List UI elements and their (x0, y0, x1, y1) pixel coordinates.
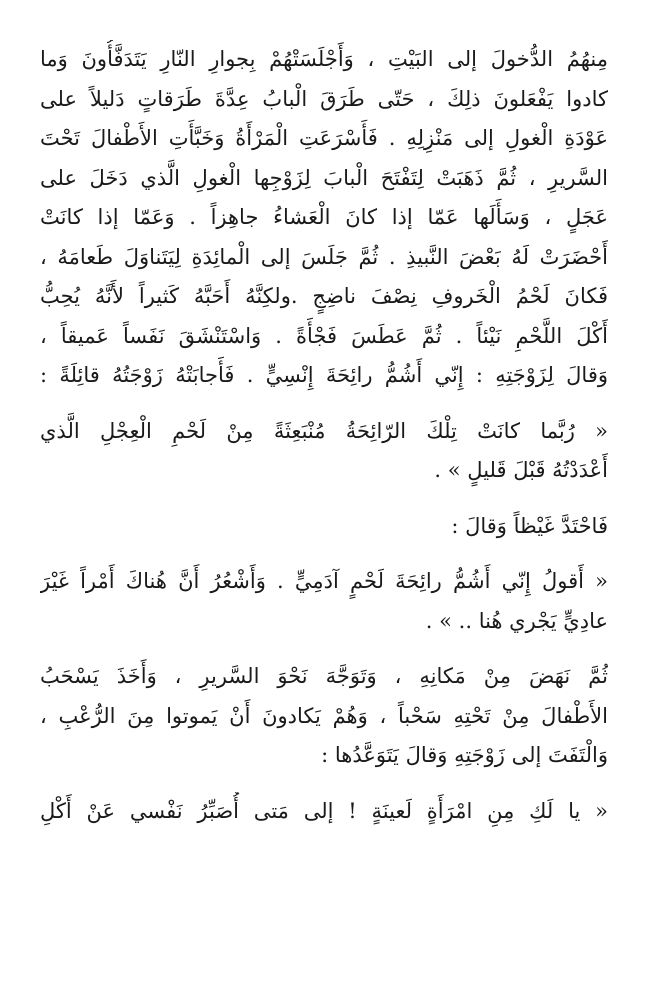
text-line: ثُمَّ نَهَضَ مِنْ مَكانِهِ ، وَتَوَجَّهَ نَحْوَ السَّريرِ ، وَأَخَذَ يَسْحَبُ (40, 664, 608, 688)
paragraph-gap (40, 491, 608, 507)
paragraph-gap (40, 396, 608, 412)
paragraph-6 (40, 792, 608, 832)
text-line: كادوا يَفْعَلونَ ذلِكَ ، حَتّى طَرَقَ الْبابُ عِدَّةَ طَرَقاتٍ دَليلاً على (40, 86, 608, 111)
paragraph-4 (40, 562, 608, 641)
text-line: فَكانَ لَحْمُ الْخَروفِ نِصْفَ ناضِجٍ .ولكِنَّهُ أَحَبَّهُ كَثيراً لأَنَّهُ يُحِبُّ (40, 284, 608, 308)
paragraph-2 (40, 412, 608, 491)
text-line: أَعْدَدْتُهُ قَبْلَ قَليلٍ » . (434, 458, 608, 482)
paragraph-5 (40, 657, 608, 776)
text-line: عَجَلٍ ، وَسَأَلَها عَمّا إذا كانَ الْعَشاءُ جاهِزاً . وَعَمّا إذا كانَتْ (40, 205, 608, 229)
paragraph-gap (40, 776, 608, 792)
text-line: أَكْلَ اللَّحْمِ نَيْئاً . ثُمَّ عَطَسَ فَجْأَةً . وَاسْتَنْشَقَ نَفَساً عَميقاً ، (40, 323, 608, 348)
text-line: وَالْتَفَتَ إلى زَوْجَتِهِ وَقالَ يَتَوَعَّدُها : (321, 743, 608, 767)
text-line: « رُبَّما كانَتْ تِلْكَ الرّائِحَةُ مُنْبَعِثَةً مِنْ لَحْمِ الْعِجْلِ الَّذي (40, 418, 608, 443)
paragraph-gap (40, 641, 608, 657)
text-line: السَّريرِ ، ثُمَّ ذَهَبَتْ لِتَفْتَحَ الْبابَ لِزَوْجِها الْغولِ الَّذي دَخَلَ على (40, 165, 608, 190)
paragraph-3 (40, 507, 608, 547)
text-line: مِنهُمُ الدُّخولَ إلى البَيْتِ ، وَأَجْلَسَتْهُمْ بِجوارِ النّارِ يَتَدَفَّأُونَ وَما (40, 47, 608, 71)
paragraph-gap (40, 546, 608, 562)
text-line: فَاحْتَدَّ غَيْظاً وَقالَ : (451, 513, 608, 538)
text-line: « أَقولُ إِنّي أَشُمُّ رائِحَةَ لَحْمٍ آدَمِيٍّ . وَأَشْعُرُ أَنَّ هُناكَ أَمْراً غَيْرَ (40, 569, 608, 593)
text-line: وَقالَ لِزَوْجَتِهِ : إِنّي أَشُمُّ رائِحَةَ إِنْسِيٍّ . فَأَجابَتْهُ زَوْجَتُهُ قائِلَةً : (40, 363, 608, 387)
paragraph-1 (40, 40, 608, 396)
text-line: الأَطْفالَ مِنْ تَحْتِهِ سَحْباً ، وَهُمْ يَكادونَ أَنْ يَموتوا مِنَ الرُّعْبِ ، (40, 703, 608, 728)
text-line: أَحْضَرَتْ لَهُ بَعْضَ النَّبيذِ . ثُمَّ جَلَسَ إلى الْمائِدَةِ لِيَتَناوَلَ طَعامَهُ ، (40, 244, 608, 269)
text-line: « يا لَكِ مِنِ امْرَأَةٍ لَعينَةٍ ! إلى مَتى أُصَبِّرُ نَفْسي عَنْ أَكْلِ (40, 798, 608, 823)
text-line: عَوْدَةِ الْغولِ إلى مَنْزِلِهِ . فَأَسْرَعَتِ الْمَرْأَةُ وَخَبَّأَتِ الأَطْفالَ تَحْتَ (40, 126, 608, 150)
text-line: عادِيٍّ يَجْري هُنا .. » . (425, 608, 608, 633)
